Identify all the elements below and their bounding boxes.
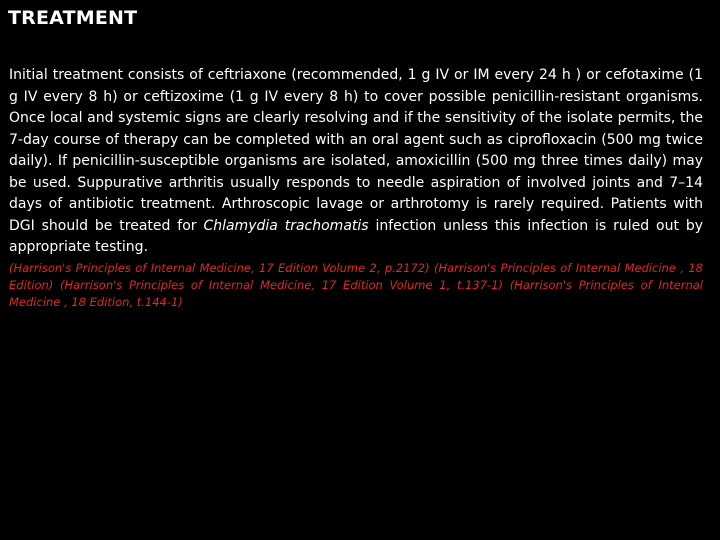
treatment-text-part-2: infection unless this infection is ruled out by appropriate testing. bbox=[9, 217, 703, 255]
slide-title: TREATMENT bbox=[8, 7, 138, 29]
reference-citation: (Harrison's Principles of Internal Medicine, 17 Edition Volume 2, p.2172) (Harrison's Principles of Internal Medicine , 18 Edition) (Harrison's Principles of Internal Medicine, 17 Edition Volume 1, t.137-1) (Harrison's Principles of Internal Medicine , 18 Edition, t.144-1) bbox=[9, 260, 703, 309]
slide-body bbox=[9, 65, 703, 311]
organism-name: Chlamydia trachomatis bbox=[203, 217, 369, 234]
treatment-paragraph bbox=[9, 65, 703, 259]
treatment-text-part-1: Initial treatment consists of ceftriaxone (recommended, 1 g IV or IM every 24 h ) or cefotaxime (1 g IV every 8 h) or ceftizoxime (1 g IV every 8 h) to cover possible penicillin-resistant organisms. Once local and systemic signs are clearly resolving and if the sensitivity of the isolate permits, the 7-day course of therapy can be completed with an oral agent such as ciprofloxacin (500 mg twice daily). If penicillin-susceptible organisms are isolated, amoxicillin (500 mg three times daily) may be used. Suppurative arthritis usually responds to needle aspiration of involved joints and 7–14 days of antibiotic treatment. Arthroscopic lavage or arthrotomy is rarely required. Patients with DGI should be treated for bbox=[9, 67, 703, 234]
